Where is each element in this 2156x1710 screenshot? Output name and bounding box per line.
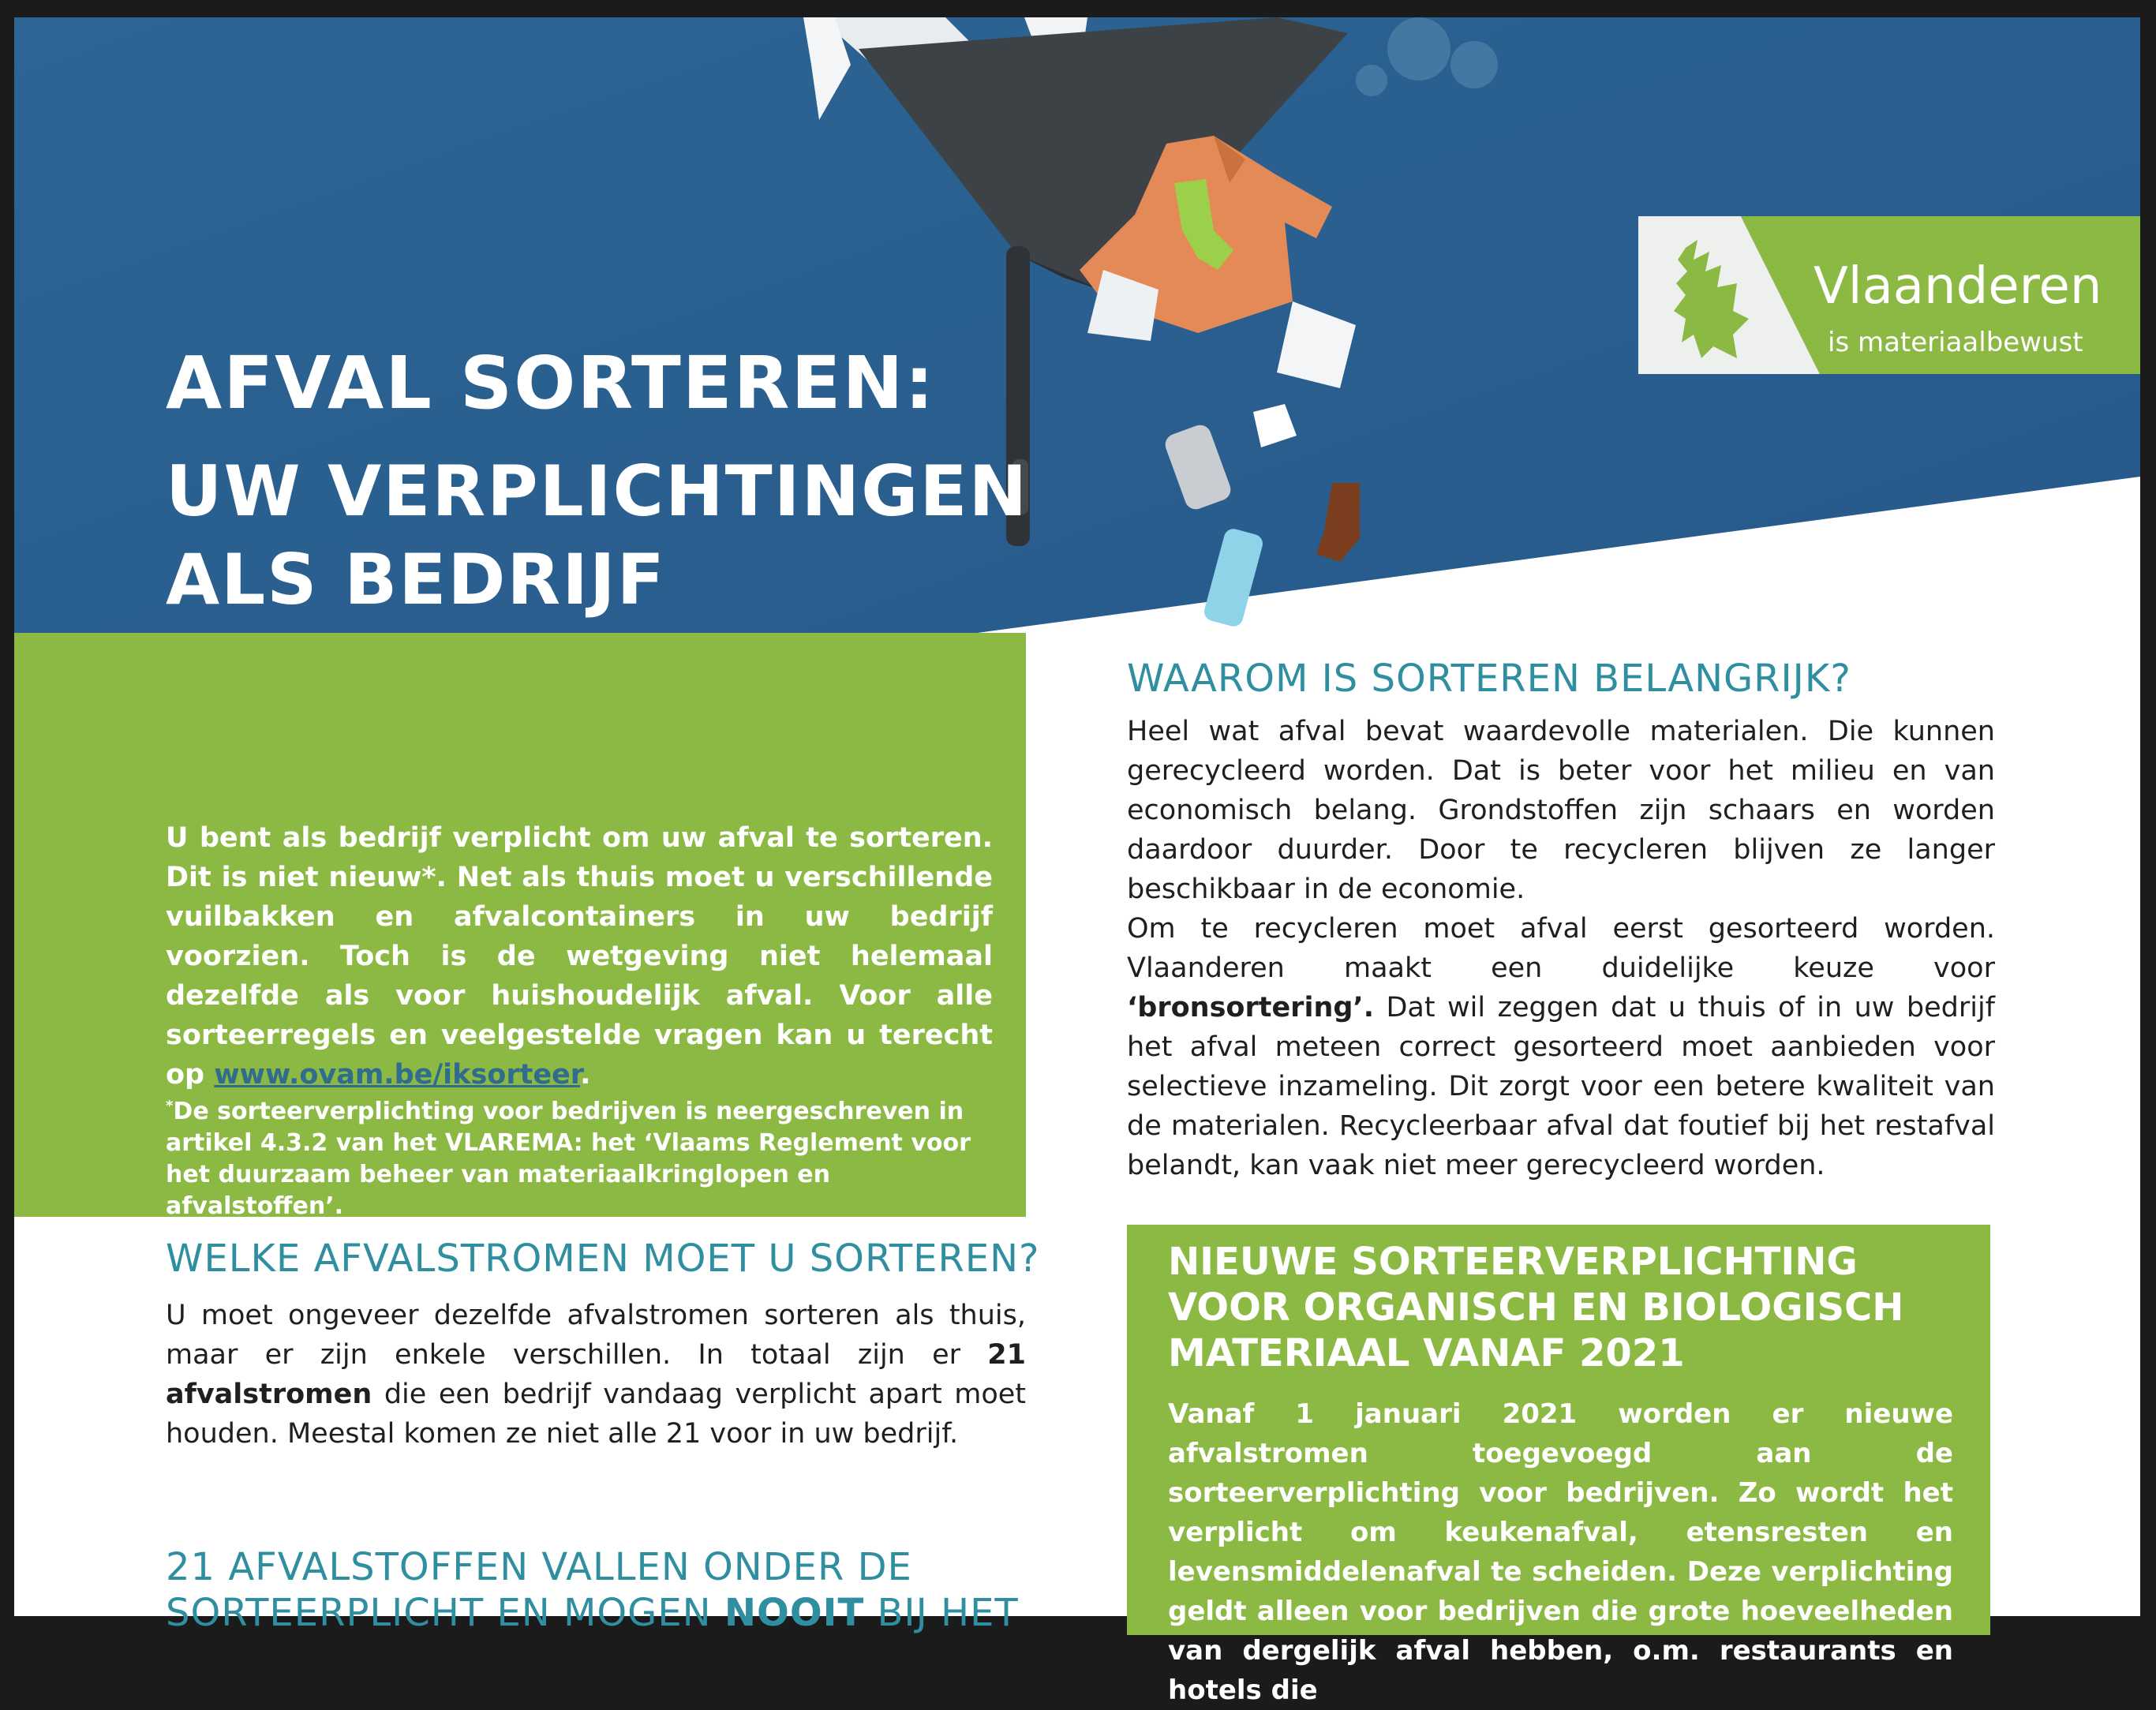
page-title-line2: UW VERPLICHTINGEN: [166, 451, 1029, 532]
new-rule-heading: NIEUWE SORTEERVERPLICHTING VOOR ORGANISCH EN BIOLOGISCH MATERIAAL VANAF 2021: [1168, 1240, 1904, 1375]
why-paragraph-2: [1127, 909, 1995, 1185]
which-heading: WELKE AFVALSTROMEN MOET U SORTEREN?: [166, 1237, 1040, 1281]
section-21-line1: 21 AFVALSTOFFEN VALLEN ONDER DE: [166, 1545, 912, 1589]
document-page: [14, 17, 2140, 1706]
which-paragraph: [166, 1296, 1026, 1454]
new-rule-text: Vanaf 1 januari 2021 worden er nieuwe afvalstromen toegevoegd aan de sorteerverplichting voor bedrijven. Zo wordt het verplicht om keukenafval, etensresten en levensmiddelenafval te scheiden. Deze verplichting geldt alleen voor bedrijven die grote hoeveelheden van dergelijk afval hebben, o.m. restaurants en hotels die: [1168, 1398, 1953, 1706]
section-21-heading: [166, 1544, 1034, 1636]
footnote-mark: *: [166, 1098, 174, 1114]
which-p-end: die een bedrijf vandaag verplicht apart moet houden. Meestal komen ze niet alle 21 voor in uw bedrijf.: [166, 1379, 1026, 1450]
why-p2-end: Dat wil zeggen dat u thuis of in uw bedrijf het afval meteen correct gesorteerd moet aanbieden voor selectieve inzameling. Dit zorgt voor een betere kwaliteit van de materialen. Recycleerbaar afval dat foutief bij het restafval belandt, kan vaak niet meer gerecycleerd worden.: [1127, 992, 1995, 1181]
section-21-line2-bold: NOOIT: [724, 1591, 865, 1635]
page-title-line1: AFVAL SORTEREN:: [166, 341, 936, 425]
intro-text-end: .: [580, 1059, 591, 1091]
page-title-lines: [166, 447, 1028, 624]
footnote: [166, 1091, 993, 1222]
intro-text-main: U bent als bedrijf verplicht om uw afval te sorteren. Dit is niet nieuw*. Net als thuis moet u verschillende vuilbakken en afvalcontainers in uw bedrijf voorzien. Toch is de wetgeving niet helemaal dezelfde als voor huishoudelijk afval. Voor alle sorteerregels en veelgestelde vragen kan u terecht op: [166, 822, 993, 1091]
why-p2-bold: ‘bronsortering’.: [1127, 992, 1375, 1023]
page-title-line3: ALS BEDRIJF: [166, 539, 666, 620]
footnote-text: De sorteerverplichting voor bedrijven is neergeschreven in artikel 4.3.2 van het VLAREMA: het ‘Vlaams Reglement voor het duurzaam beheer van materiaalkringlopen en afvalstoffen’.: [166, 1098, 971, 1220]
brand-name: Vlaanderen: [1814, 257, 2102, 316]
why-heading: WAAROM IS SORTEREN BELANGRIJK?: [1127, 657, 1851, 701]
intro-text: [166, 818, 993, 1094]
section-21-line2-end: BIJ HET: [864, 1591, 1019, 1635]
which-p-start: U moet ongeveer dezelfde afvalstromen sorteren als thuis, maar er zijn enkele verschillen. In totaal zijn er: [166, 1300, 1026, 1371]
why-p2-start: Om te recycleren moet afval eerst gesorteerd worden. Vlaanderen maakt een duidelijke keuze voor: [1127, 913, 1995, 984]
section-21-line2-start: SORTEERPLICHT EN MOGEN: [166, 1591, 724, 1635]
which-p-bold: 21 afvalstromen: [166, 1339, 1026, 1410]
ovam-link[interactable]: www.ovam.be/iksorteer: [214, 1059, 581, 1091]
brand-tagline: is materiaalbewust: [1828, 327, 2083, 358]
why-paragraph-1: Heel wat afval bevat waardevolle materialen. Die kunnen gerecycleerd worden. Dat is beter voor het milieu en van economisch belang. Grondstoffen zijn schaars en worden daardoor duurder. Door te recycleren blijven ze langer beschikbaar in de economie.: [1127, 716, 1995, 905]
